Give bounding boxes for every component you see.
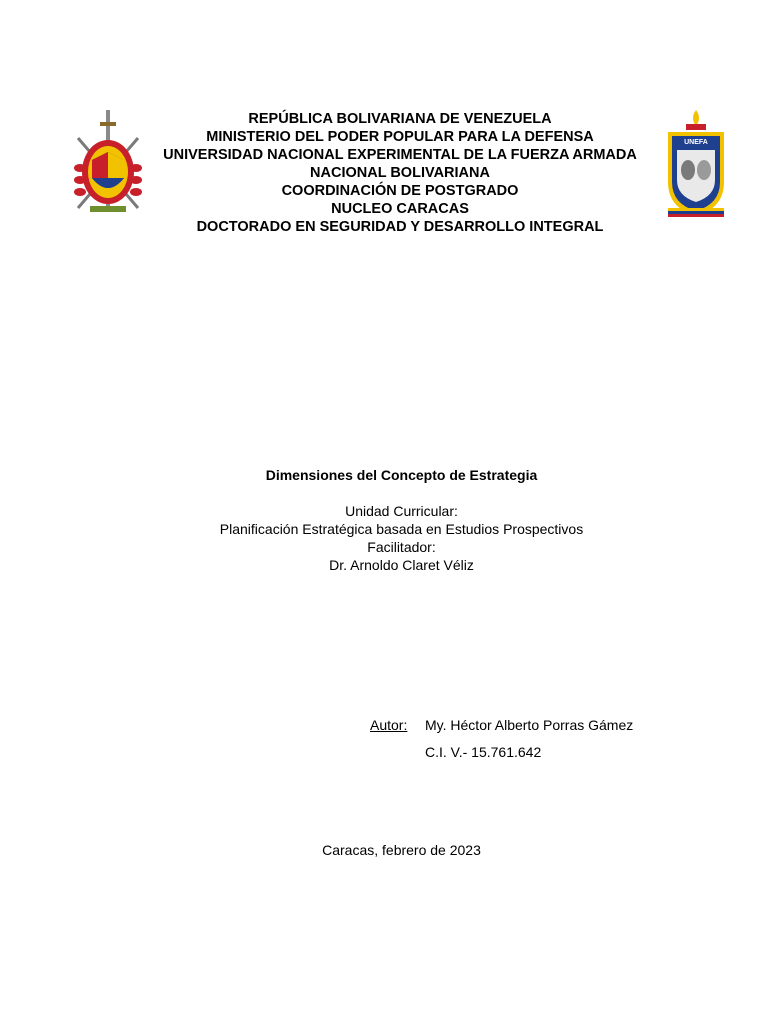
header-line-coordination: COORDINACIÓN DE POSTGRADO: [281, 183, 519, 199]
header-line-republic: REPÚBLICA BOLIVARIANA DE VENEZUELA: [248, 111, 552, 127]
header-line-ministry: MINISTERIO DEL PODER POPULAR PARA LA DEFENSA: [206, 129, 594, 145]
course-info: [0, 502, 768, 574]
document-title: Dimensiones del Concepto de Estrategia: [265, 467, 538, 483]
header-line-doctorate: DOCTORADO EN SEGURIDAD Y DESARROLLO INTEGRAL: [196, 219, 604, 235]
unefa-text: UNEFA: [684, 139, 708, 146]
author-block: [370, 716, 633, 761]
author-label: [370, 716, 425, 734]
author-id: C.I. V.- 15.761.642: [425, 744, 542, 760]
author-label-suffix: :: [403, 717, 408, 733]
facilitator-name: Dr. Arnoldo Claret Véliz: [329, 557, 474, 573]
header-line-nucleus: NUCLEO CARACAS: [331, 201, 469, 217]
header-line-university-cont: NACIONAL BOLIVARIANA: [310, 165, 490, 181]
header-line-university: UNIVERSIDAD NACIONAL EXPERIMENTAL DE LA FUERZA ARMADA: [163, 147, 637, 163]
author-name: My. Héctor Alberto Porras Gámez: [425, 717, 634, 733]
institution-header: [140, 110, 660, 236]
unit-label: Unidad Curricular:: [345, 503, 458, 519]
facilitator-label: Facilitador:: [367, 539, 436, 555]
author-row: [370, 716, 633, 734]
unefa-shield-icon: [664, 108, 728, 220]
unit-name: Planificación Estratégica basada en Estudios Prospectivos: [219, 521, 584, 537]
place-date: Caracas, febrero de 2023: [322, 842, 481, 858]
armed-forces-coat-of-arms-icon: [70, 108, 146, 220]
author-label-text: Autor: [370, 717, 404, 733]
